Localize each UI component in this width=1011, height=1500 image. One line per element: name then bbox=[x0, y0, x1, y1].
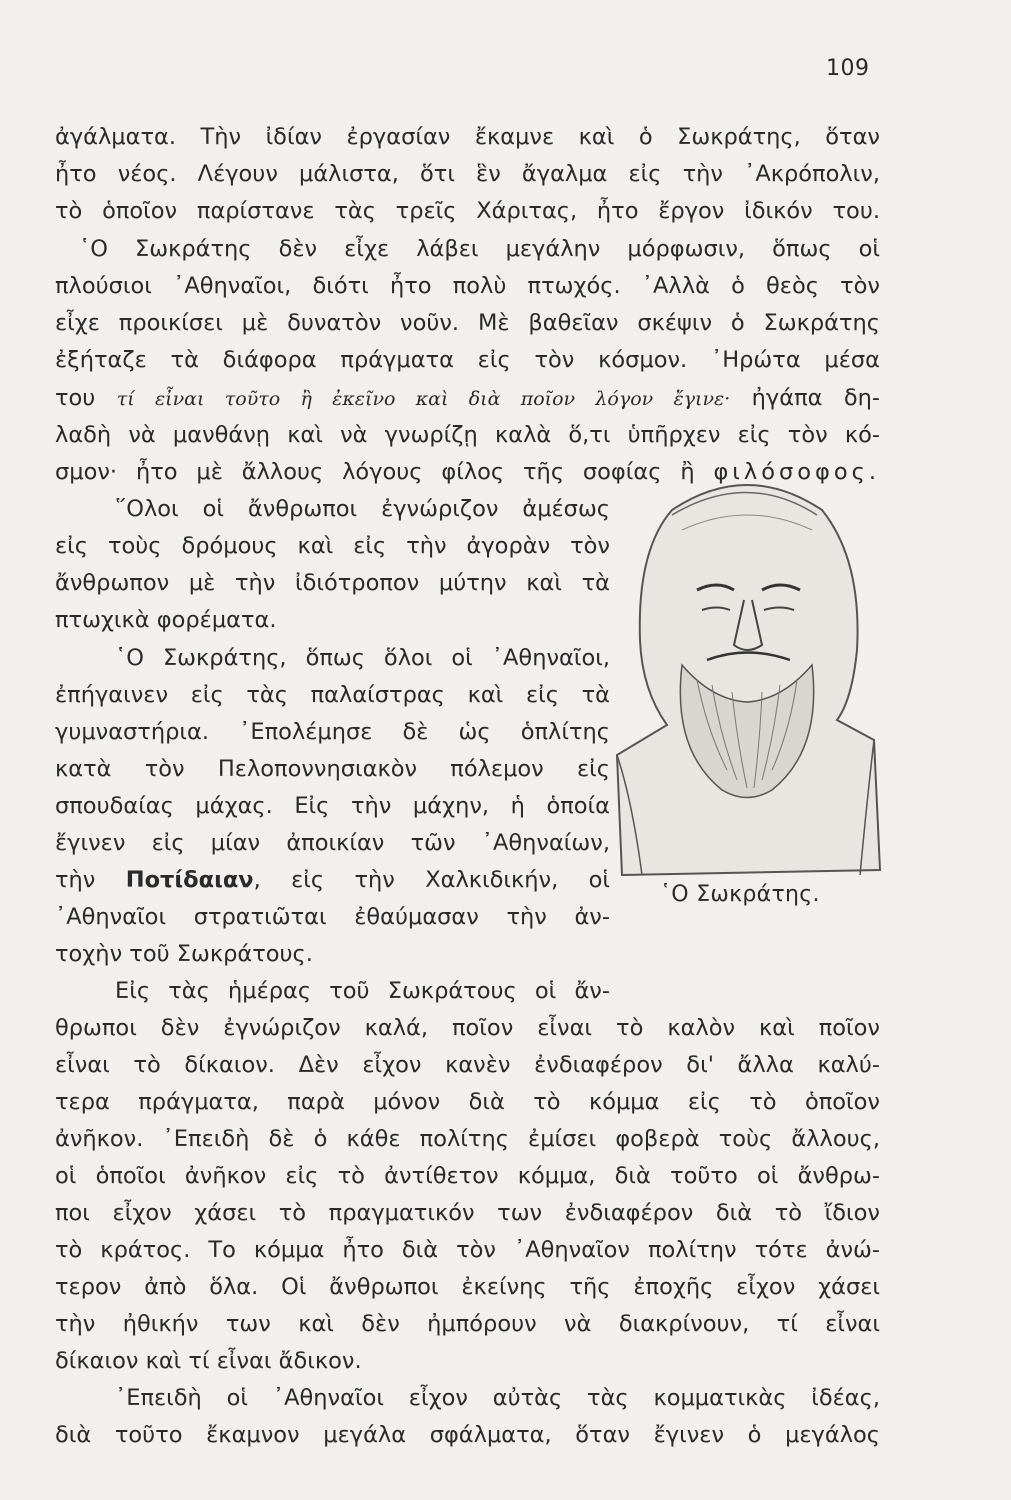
text-line: λαδὴ νὰ μανθάνῃ καὶ νὰ γνωρίζῃ καλὰ ὅ,τι ὑπῆρχεν εἰς τὸν κό- bbox=[55, 422, 880, 448]
text-line: ἄνθρωπον μὲ τὴν ἰδιότροπον μύτην καὶ τὰ bbox=[55, 570, 610, 596]
text-run: , εἰς τὴν Χαλκιδικήν, οἱ bbox=[253, 867, 610, 893]
text-line: ῾Ο Σωκράτης δὲν εἶχε λάβει μεγάλην μόρφωσιν, ὅπως οἱ bbox=[79, 236, 880, 262]
socrates-bust-illustration bbox=[612, 470, 882, 885]
text-line: πτωχικὰ φορέματα. bbox=[55, 607, 277, 633]
text-line bbox=[55, 865, 610, 895]
text-line: σπουδαίας μάχας. Εἰς τὴν μάχην, ἡ ὁποία bbox=[55, 793, 610, 819]
text-line: Εἰς τὰς ἡμέρας τοῦ Σωκράτους οἱ ἄν- bbox=[115, 978, 610, 1004]
text-line: ἦτο νέος. Λέγουν μάλιστα, ὅτι ἓν ἄγαλμα εἰς τὴν ᾿Ακρόπολιν, bbox=[55, 161, 880, 187]
text-line: τὸ ὁποῖον παρίστανε τὰς τρεῖς Χάριτας, ἦτο ἔργον ἰδικόν του. bbox=[55, 198, 880, 224]
text-run: τὴν bbox=[55, 867, 126, 893]
text-line: ἐξήταζε τὰ διάφορα πράγματα εἰς τὸν κόσμον. ᾿Ηρώτα μέσα bbox=[55, 347, 880, 373]
text-line: ἀγάλματα. Τὴν ἰδίαν ἐργασίαν ἔκαμνε καὶ ὁ Σωκράτης, ὅταν bbox=[55, 124, 880, 150]
text-line: τοχὴν τοῦ Σωκράτους. bbox=[55, 941, 313, 967]
text-line: τερον ἀπὸ ὅλα. Οἱ ἄνθρωποι ἐκείνης τῆς ἐποχῆς εἶχον χάσει bbox=[55, 1274, 880, 1300]
text-line: τὴν ἠθικήν των καὶ δὲν ἠμπόρουν νὰ διακρίνουν, τί εἶναι bbox=[55, 1311, 880, 1337]
text-line: εἶχε προικίσει μὲ δυνατὸν νοῦν. Μὲ βαθεῖαν σκέψιν ὁ Σωκράτης bbox=[55, 310, 880, 336]
spaced-word: φιλόσοφος. bbox=[713, 459, 880, 485]
text-run: του bbox=[55, 385, 117, 411]
text-line: εἰς τοὺς δρόμους καὶ εἰς τὴν ἀγορὰν τὸν bbox=[55, 533, 610, 559]
bold-word: Ποτίδαιαν bbox=[125, 867, 254, 893]
text-line: εἶναι τὸ δίκαιον. Δὲν εἶχον κανὲν ἐνδιαφέρον δι' ἄλλα καλύ- bbox=[55, 1052, 880, 1078]
text-run: σμον· ἦτο μὲ ἄλλους λόγους φίλος τῆς σοφίας ἢ bbox=[55, 459, 714, 485]
text-line: ᾿Επειδὴ οἱ ᾿Αθηναῖοι εἶχον αὐτὰς τὰς κομματικὰς ἰδέας, bbox=[115, 1385, 880, 1411]
text-line: ῾Ο Σωκράτης, ὅπως ὅλοι οἱ ᾿Αθηναῖοι, bbox=[115, 645, 610, 671]
text-line: ἔγινεν εἰς μίαν ἀποικίαν τῶν ᾿Αθηναίων, bbox=[55, 830, 610, 856]
text-line: θρωποι δὲν ἐγνώριζον καλά, ποῖον εἶναι τὸ καλὸν καὶ ποῖον bbox=[55, 1015, 880, 1041]
page-number: 109 bbox=[826, 56, 870, 81]
text-line: τερα πράγματα, παρὰ μόνον διὰ τὸ κόμμα εἰς τὸ ὁποῖον bbox=[55, 1089, 880, 1115]
text-line: κατὰ τὸν Πελοποννησιακὸν πόλεμον εἰς bbox=[55, 756, 610, 782]
text-line: γυμναστήρια. ᾿Επολέμησε δὲ ὡς ὁπλίτης bbox=[55, 719, 610, 745]
text-line: ἀνῆκον. ᾿Επειδὴ δὲ ὁ κάθε πολίτης ἐμίσει φοβερὰ τοὺς ἄλλους, bbox=[55, 1126, 880, 1152]
text-line: ῞Ολοι οἱ ἄνθρωποι ἐγνώριζον ἀμέσως bbox=[115, 496, 610, 522]
text-line: δίκαιον καὶ τί εἶναι ἄδικον. bbox=[55, 1348, 362, 1374]
text-run: ἠγάπα δη- bbox=[730, 385, 881, 411]
text-line: ποι εἶχον χάσει τὸ πραγματικόν των ἐνδιαφέρον διὰ τὸ ἴδιον bbox=[55, 1200, 880, 1226]
text-line: οἱ ὁποῖοι ἀνῆκον εἰς τὸ ἀντίθετον κόμμα, διὰ τοῦτο οἱ ἄνθρω- bbox=[55, 1163, 880, 1189]
text-line: ἐπήγαινεν εἰς τὰς παλαίστρας καὶ εἰς τὰ bbox=[55, 682, 610, 708]
text-line: διὰ τοῦτο ἔκαμνον μεγάλα σφάλματα, ὅταν ἔγινεν ὁ μεγάλος bbox=[55, 1422, 880, 1448]
text-line: ᾿Αθηναῖοι στρατιῶται ἐθαύμασαν τὴν ἀν- bbox=[55, 904, 610, 930]
portrait-caption: ῾Ο Σωκράτης. bbox=[660, 882, 820, 907]
italic-phrase: τί εἶναι τοῦτο ἢ ἐκεῖνο καὶ διὰ ποῖον λόγον ἔγινε· bbox=[116, 388, 731, 410]
text-line: πλούσιοι ᾿Αθηναῖοι, διότι ἦτο πολὺ πτωχός. ᾿Αλλὰ ὁ θεὸς τὸν bbox=[55, 273, 880, 299]
text-line bbox=[55, 383, 880, 414]
text-line: τὸ κράτος. Το κόμμα ἦτο διὰ τὸν ᾿Αθηναῖον πολίτην τότε ἀνώ- bbox=[55, 1237, 880, 1263]
